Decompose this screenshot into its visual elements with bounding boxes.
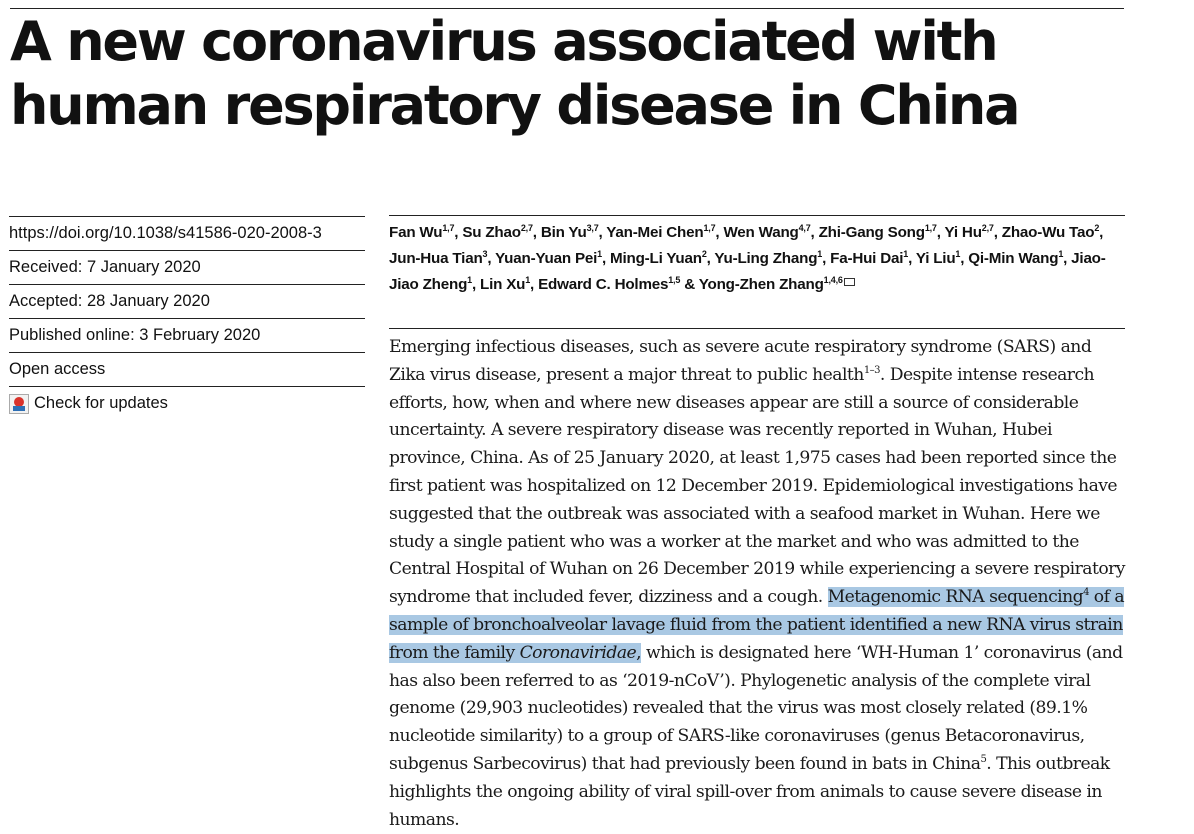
affiliation-marker: 2 (1094, 223, 1100, 233)
reference-link[interactable]: 1–3 (863, 364, 880, 376)
authors-rule (389, 215, 1125, 216)
author-name[interactable] (541, 224, 599, 241)
affiliation-marker: 1 (525, 275, 531, 285)
affiliation-marker: 3 (482, 249, 488, 259)
affiliation-marker: 1,4,6 (823, 275, 843, 285)
reference-link[interactable]: 4 (1083, 587, 1089, 599)
author-name[interactable] (945, 224, 994, 241)
abstract-rule (389, 328, 1125, 329)
affiliation-marker: 1 (817, 249, 823, 259)
received-date: Received: 7 January 2020 (9, 250, 365, 284)
author-name-text: Jiao-Jiao Zheng (389, 250, 1106, 293)
affiliation-marker: 1 (955, 249, 961, 259)
author-name[interactable] (480, 276, 530, 293)
affiliation-marker: 1,5 (668, 275, 681, 285)
affiliation-marker: 1 (1058, 249, 1064, 259)
author-name[interactable] (723, 224, 810, 241)
author-name-text: Fa-Hui Dai (830, 250, 904, 267)
affiliation-marker: 4,7 (798, 223, 811, 233)
affiliation-marker: 1 (903, 249, 909, 259)
doi-link[interactable]: https://doi.org/10.1038/s41586-020-2008-3 (9, 216, 365, 250)
author-name[interactable] (714, 250, 822, 267)
abstract-text: , (636, 642, 642, 663)
author-name[interactable] (968, 250, 1063, 267)
author-list: Fan Wu$^{1,7}$, Su Zhao$^{2,7}$, Bin Yu$^{3,7}$, Yan-Mei Chen$^{1,7}$, Wen Wang$^{4,7}$, Zhi-Gang Song$^{1,7}$, Yi Hu$^{2,7}$, Zhao-Wu Tao$^2$, Jun-Hua Tian$^3$, Yuan-Yuan Pei$^1$, Ming-Li Yuan$^2$, Yu-Ling Zhang$^1$, Fa-Hui Dai$^1$, Yi Liu$^1$, Qi-Min Wang$^1$, Jiao-Jiao Zheng$^1$, Lin Xu$^1$, Edward C. Holmes$^{1,5}$ & Yong-Zhen Zhang$^{1,4,6}$ (389, 223, 1106, 293)
author-name-text: Su Zhao (462, 224, 521, 241)
author-name[interactable] (699, 276, 843, 293)
author-name-text: Yi Hu (944, 224, 982, 241)
accepted-date: Accepted: 28 January 2020 (9, 284, 365, 318)
affiliation-marker: 1,7 (442, 223, 455, 233)
published-date: Published online: 3 February 2020 (9, 318, 365, 352)
author-name[interactable] (538, 276, 680, 293)
crossmark-icon (9, 394, 29, 414)
abstract-text: Metagenomic RNA sequencing (827, 587, 1084, 608)
affiliation-marker: 1 (597, 249, 602, 259)
author-name-text: Yong-Zhen Zhang (698, 276, 824, 293)
affiliation-marker: 1 (467, 275, 472, 285)
author-name[interactable] (495, 250, 602, 267)
author-name[interactable] (462, 224, 532, 241)
author-name[interactable] (606, 224, 715, 241)
author-name-text: Jun-Hua Tian (389, 250, 483, 267)
author-name-text: Edward C. Holmes (538, 276, 669, 293)
author-name-text: Zhi-Gang Song (818, 224, 925, 241)
article-title: A new coronavirus associated with human respiratory disease in China (10, 10, 1019, 137)
affiliation-marker: 1,7 (703, 223, 716, 233)
author-name-text: Ming-Li Yuan (610, 250, 702, 267)
author-name-text: Lin Xu (480, 276, 526, 293)
author-name-text: Yuan-Yuan Pei (495, 250, 598, 267)
email-icon[interactable] (844, 278, 855, 286)
author-name[interactable] (1002, 224, 1099, 241)
abstract-text: Emerging infectious diseases, such as severe acute respiratory syndrome (SARS) and Zika virus disease, present a major threat to public health (389, 337, 1092, 385)
author-name-text: Zhao-Wu Tao (1001, 224, 1095, 241)
affiliation-marker: 2,7 (981, 223, 994, 233)
author-name[interactable] (830, 250, 908, 267)
author-name[interactable] (610, 250, 707, 267)
top-rule (10, 8, 1124, 9)
author-name[interactable] (916, 250, 960, 267)
article-metadata (9, 216, 365, 420)
author-name-text: Bin Yu (540, 224, 587, 241)
author-name-text: Fan Wu (389, 224, 443, 241)
abstract-text: which is designated here ‘WH-Human 1’ coronavirus (and has also been referred to as ‘2019-nCoV’). Phylogenetic analysis of the complete viral genome (29,903 nucleotides) revealed that the virus was most closely related (89.1% nucleotide similarity) to a group of SARS-like coronaviruses (genus Betacoronavirus, subgenus Sarbecovirus) that had previously been found in bats in China (389, 642, 1123, 774)
affiliation-marker: 3,7 (586, 223, 599, 233)
check-for-updates-button[interactable] (9, 386, 365, 420)
abstract-text: . Despite intense research efforts, how, when and where new diseases appear are still a source of considerable uncertainty. A severe respiratory disease was recently reported in Wuhan, Hubei province, China. As of 25 January 2020, at least 1,975 cases had been reported since the first patient was hospitalized on 12 December 2019. Epidemiological investigations have suggested that the outbreak was associated with a seafood market in Wuhan. Here we study a single patient who was a worker at the market and who was admitted to the Central Hospital of Wuhan on 26 December 2019 while experiencing a severe respiratory syndrome that included fever, dizziness and a cough. (389, 364, 1125, 608)
abstract (389, 334, 1129, 834)
affiliation-marker: 2 (701, 249, 707, 259)
author-name-text: Yu-Ling Zhang (714, 250, 818, 267)
affiliation-marker: 1,7 (924, 223, 937, 233)
abstract-text: of a sample of bronchoalveolar lavage fluid from the patient identified a new RNA virus strain from the family (389, 587, 1125, 663)
author-name[interactable] (389, 224, 454, 241)
author-name[interactable] (819, 224, 937, 241)
author-name-text: Yi Liu (915, 250, 956, 267)
affiliation-marker: 2,7 (520, 223, 533, 233)
author-name-text: Wen Wang (723, 224, 799, 241)
author-name-text: Yan-Mei Chen (606, 224, 704, 241)
author-name-text: Qi-Min Wang (968, 250, 1059, 267)
check-for-updates-label: Check for updates (34, 394, 168, 412)
reference-link[interactable]: 5 (980, 753, 987, 765)
open-access-label: Open access (9, 352, 365, 386)
author-name[interactable] (389, 250, 487, 267)
taxon-name: Coronaviridae (519, 642, 637, 663)
abstract-text: . This outbreak highlights the ongoing ability of viral spill-over from animals to cause severe disease in humans. (389, 753, 1110, 830)
